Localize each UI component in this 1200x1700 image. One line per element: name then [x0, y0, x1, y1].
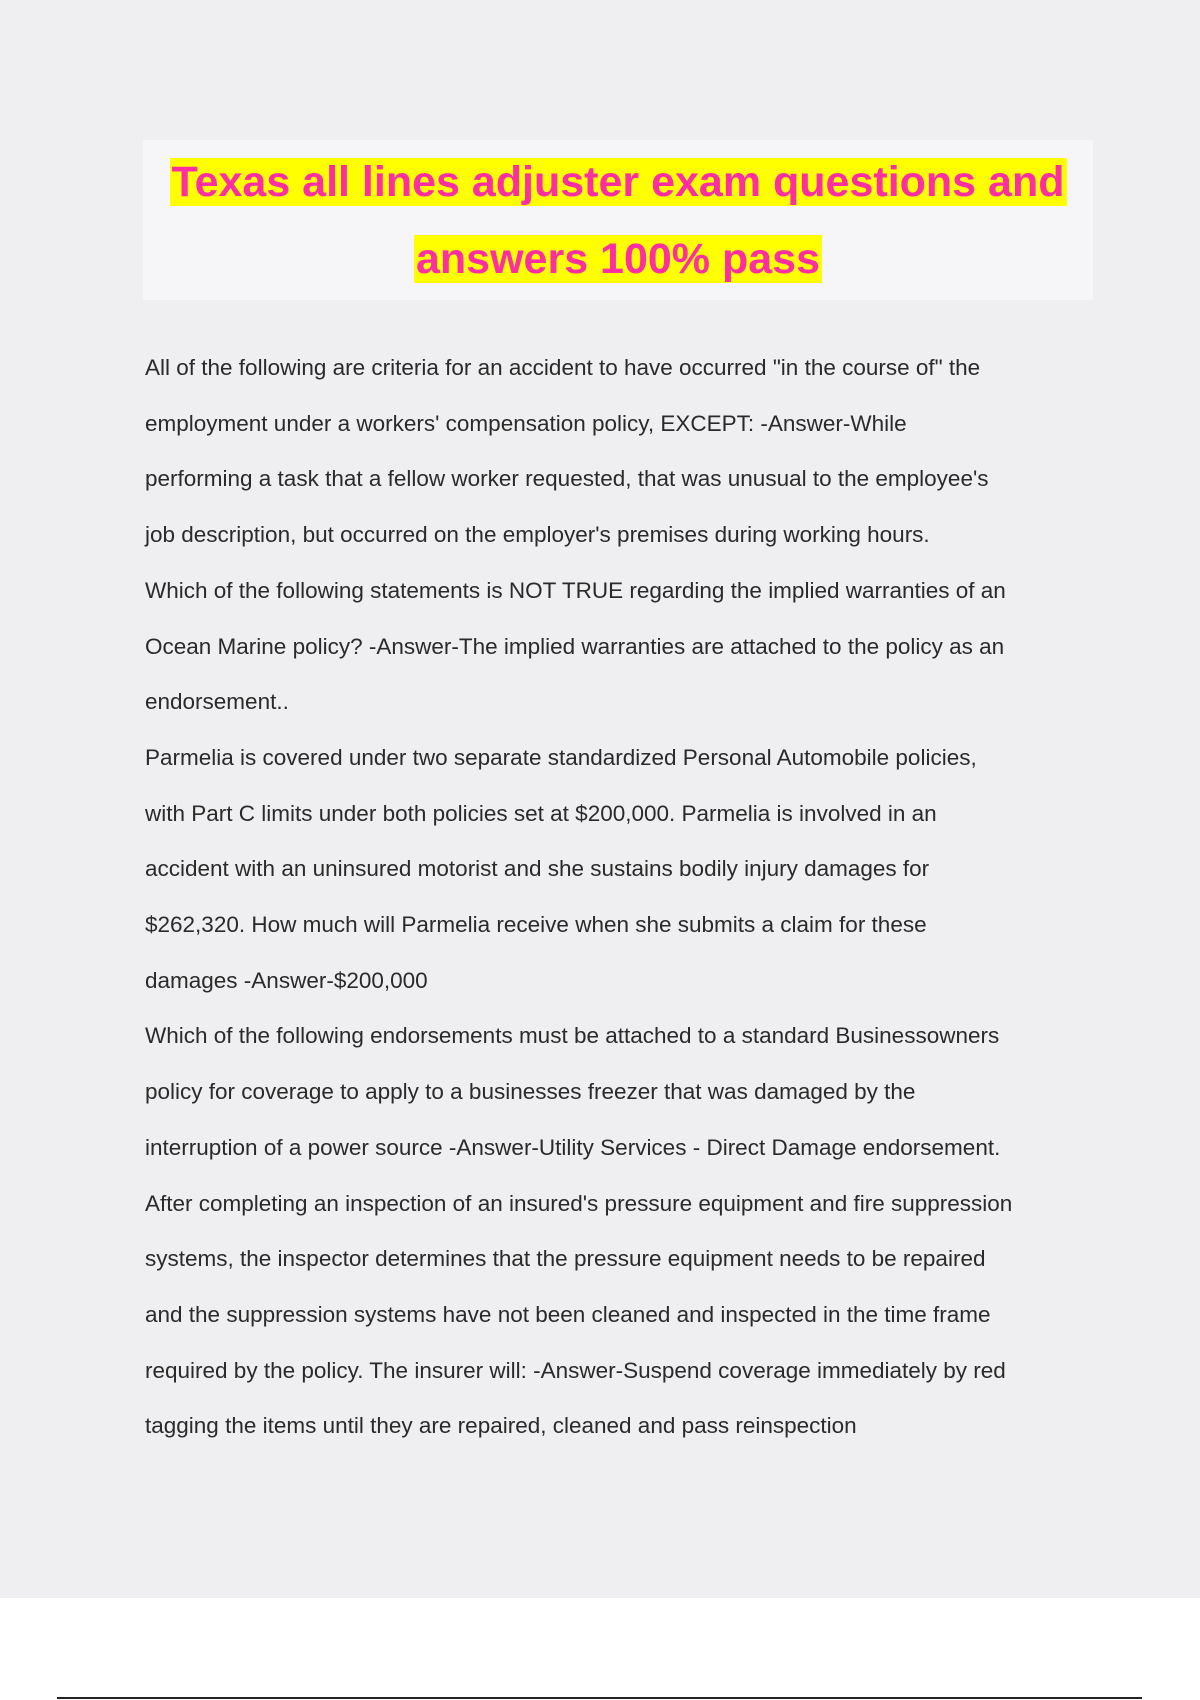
qa-item: All of the following are criteria for an accident to have occurred "in the course of" the employment under a workers' compensation policy, EXCEPT: -Answer-While performing a task that a fellow worker requested, that was unusual to the employee's job description, but occurred on the employer's premises during working hours. — [145, 355, 989, 548]
qa-content — [145, 340, 1095, 1454]
title-box — [143, 140, 1093, 300]
document-title — [143, 140, 1093, 298]
qa-item: After completing an inspection of an insured's pressure equipment and fire suppression systems, the inspector determines that the pressure equipment needs to be repaired and the suppression systems have not been cleaned and inspected in the time frame required by the policy. The insurer will: -Answer-Suspend coverage immediately by red tagging the items until they are repaired, cleaned and pass reinspection — [145, 1190, 1013, 1439]
title-line-1: Texas all lines adjuster exam questions and — [171, 158, 1065, 206]
qa-item: Which of the following endorsements must be attached to a standard Businessowners policy for coverage to apply to a businesses freezer that was damaged by the interruption of a power source -Answer-Utility Services - Direct Damage endorsement. — [145, 1023, 1001, 1160]
qa-item: Parmelia is covered under two separate standardized Personal Automobile policies, with Part C limits under both policies set at $200,000. Parmelia is involved in an accident with an uninsured motorist and she sustains bodily injury damages for $262,320. How much will Parmelia receive when she submits a claim for these damages -Answer-$200,000 — [145, 744, 977, 993]
qa-item: Which of the following statements is NOT TRUE regarding the implied warranties of an Ocean Marine policy? -Answer-The implied warranties are attached to the policy as an endorsement.. — [145, 577, 1006, 715]
footer-divider — [57, 1697, 1142, 1699]
title-line-2: answers 100% pass — [416, 235, 820, 283]
